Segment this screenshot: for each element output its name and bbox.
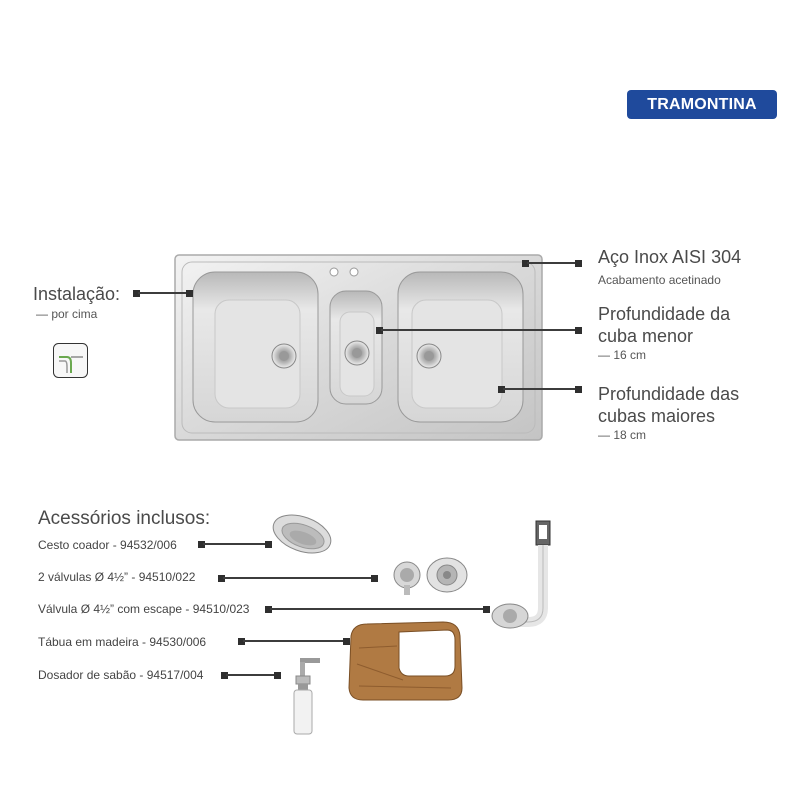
large-bowls-pointer-line [503,388,577,390]
accessory-pointer-2-line [223,577,373,579]
accessory-label-1: Cesto coador - 94532/006 [38,538,177,552]
small-bowl-title-1: Profundidade da [598,304,731,324]
accessory-pointer-4-line [243,640,345,642]
brand-logo: TRAMONTINA [627,90,777,119]
accessory-pointer-5-end [274,672,281,679]
accessory-pointer-1-line [203,543,267,545]
overmount-icon [53,343,89,379]
accessory-pointer-5-line [226,674,276,676]
material-pointer-dot [575,260,582,267]
installation-detail: — por cima [36,307,98,321]
small-bowl-detail: — 16 cm [598,348,647,362]
large-bowls-title-2: cubas maiores [598,406,716,426]
accessory-label-5: Dosador de sabão - 94517/004 [38,668,204,682]
material-pointer-line [527,262,577,264]
soap-dispenser-icon [286,656,326,738]
large-bowls-detail: — 18 cm [598,428,647,442]
small-bowl-pointer-line [381,329,577,331]
installation-title: Instalação: [33,284,121,304]
valves-icon [388,555,474,601]
accessories-heading: Acessórios inclusos: [38,508,211,529]
strainer-basket-icon [270,508,340,568]
small-bowl-title-2: cuba menor [598,326,694,346]
installation-pointer-line [138,292,190,294]
installation-pointer-end [186,290,193,297]
accessory-label-3: Válvula Ø 4½” com escape - 94510/023 [38,602,250,616]
large-bowls-title-1: Profundidade das [598,384,740,404]
small-bowl-pointer-dot [575,327,582,334]
accessory-label-4: Tábua em madeira - 94530/006 [38,635,207,649]
material-detail: Acabamento acetinado [598,273,721,287]
accessory-label-2: 2 válvulas Ø 4½” - 94510/022 [38,570,196,584]
accessory-pointer-3-line [270,608,485,610]
valve-overflow-icon [488,518,563,640]
wood-board-icon [343,618,467,704]
large-bowls-pointer-dot [575,386,582,393]
material-title: Aço Inox AISI 304 [598,247,742,267]
accessory-pointer-2-end [371,575,378,582]
